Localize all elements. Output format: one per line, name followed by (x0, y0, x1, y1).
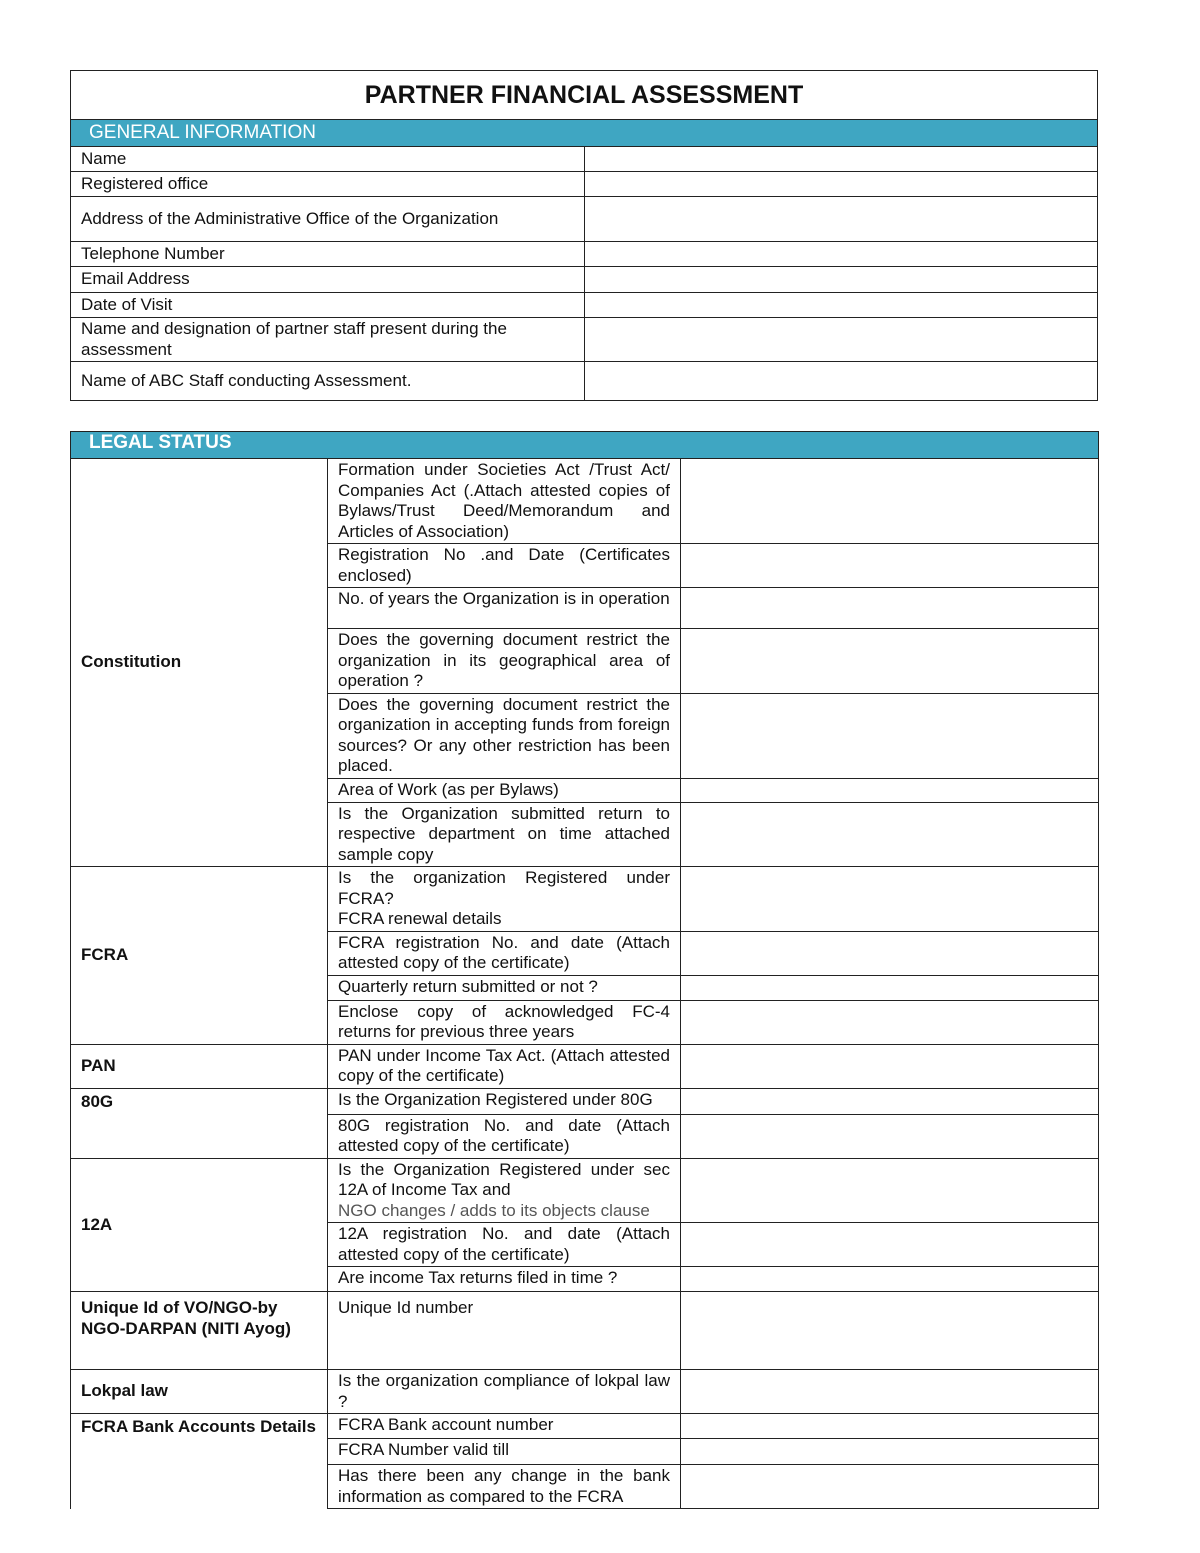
date-of-visit-field[interactable] (584, 293, 1098, 318)
question-12a-registration-no: 12A registration No. and date (Attach attested copy of the certificate) (328, 1223, 681, 1267)
question-foreign-funds-restriction: Does the governing document restrict the organization in accepting funds from foreign sources? Or any other restriction has been placed. (328, 693, 681, 778)
80g-label: 80G (71, 1088, 328, 1158)
question-geographical-restriction: Does the governing document restrict the organization in its geographical area of operation ? (328, 629, 681, 694)
question-registration-no: Registration No .and Date (Certificates enclosed) (328, 544, 681, 588)
unique-id-label (71, 1292, 328, 1370)
answer-12a-registered[interactable] (681, 1158, 1099, 1223)
legal-status-heading: LEGAL STATUS (71, 432, 1099, 459)
email-label: Email Address (71, 267, 585, 293)
question-return-submitted: Is the Organization submitted return to respective department on time attached sample copy (328, 802, 681, 867)
answer-lokpal[interactable] (681, 1370, 1099, 1414)
general-information-table (70, 70, 1098, 401)
answer-years-operation[interactable] (681, 588, 1099, 629)
answer-80g-registered[interactable] (681, 1088, 1099, 1114)
answer-fcra-bank-account[interactable] (681, 1414, 1099, 1439)
fcra-label: FCRA (71, 867, 328, 1045)
question-bank-info-change: Has there been any change in the bank information as compared to the FCRA (328, 1465, 681, 1509)
question-fcra-registered (328, 867, 681, 932)
answer-foreign-funds-restriction[interactable] (681, 693, 1099, 778)
legal-status-table (70, 431, 1099, 1509)
answer-bank-info-change[interactable] (681, 1465, 1099, 1509)
answer-geographical-restriction[interactable] (681, 629, 1099, 694)
question-unique-id: Unique Id number (328, 1292, 681, 1370)
registered-office-label: Registered office (71, 172, 585, 197)
answer-fcra-registered[interactable] (681, 867, 1099, 932)
answer-unique-id[interactable] (681, 1292, 1099, 1370)
answer-fc4-returns[interactable] (681, 1000, 1099, 1044)
answer-quarterly-return[interactable] (681, 975, 1099, 1000)
answer-fcra-registration-no[interactable] (681, 931, 1099, 975)
lokpal-label: Lokpal law (71, 1370, 328, 1414)
constitution-label: Constitution (71, 459, 328, 867)
question-pan: PAN under Income Tax Act. (Attach attested copy of the certificate) (328, 1044, 681, 1088)
answer-12a-registration-no[interactable] (681, 1223, 1099, 1267)
telephone-label: Telephone Number (71, 242, 585, 267)
registered-office-field[interactable] (584, 172, 1098, 197)
partner-staff-field[interactable] (584, 318, 1098, 362)
answer-formation[interactable] (681, 459, 1099, 544)
question-fcra-registered-text: Is the organization Registered under FCRA? (338, 868, 670, 908)
question-80g-registered: Is the Organization Registered under 80G (328, 1088, 681, 1114)
name-field[interactable] (584, 147, 1098, 172)
question-quarterly-return: Quarterly return submitted or not ? (328, 975, 681, 1000)
date-of-visit-label: Date of Visit (71, 293, 585, 318)
name-label: Name (71, 147, 585, 172)
question-fc4-returns: Enclose copy of acknowledged FC-4 returns for previous three years (328, 1000, 681, 1044)
question-12a-objects-clause-text: NGO changes / adds to its objects clause (338, 1200, 650, 1220)
answer-pan[interactable] (681, 1044, 1099, 1088)
answer-registration-no[interactable] (681, 544, 1099, 588)
answer-80g-registration-no[interactable] (681, 1114, 1099, 1158)
question-fcra-renewal-text: FCRA renewal details (338, 909, 502, 928)
question-12a-registered (328, 1158, 681, 1223)
general-information-heading: GENERAL INFORMATION (71, 120, 1098, 147)
question-12a-registered-text: Is the Organization Registered under sec 12A of Income Tax and (338, 1159, 670, 1199)
answer-fcra-valid-till[interactable] (681, 1439, 1099, 1465)
email-field[interactable] (584, 267, 1098, 293)
question-80g-registration-no: 80G registration No. and date (Attach attested copy of the certificate) (328, 1114, 681, 1158)
question-lokpal: Is the organization compliance of lokpal law ? (328, 1370, 681, 1414)
abc-staff-field[interactable] (584, 362, 1098, 401)
unique-id-label-line2: NGO-DARPAN (NITI Ayog) (81, 1318, 291, 1338)
fcra-bank-label: FCRA Bank Accounts Details (71, 1414, 328, 1509)
answer-area-of-work[interactable] (681, 778, 1099, 802)
answer-income-tax-returns[interactable] (681, 1267, 1099, 1292)
unique-id-label-line1: Unique Id of VO/NGO-by (81, 1298, 278, 1317)
pan-label: PAN (71, 1044, 328, 1088)
question-income-tax-returns: Are income Tax returns filed in time ? (328, 1267, 681, 1292)
question-fcra-bank-account: FCRA Bank account number (328, 1414, 681, 1439)
answer-return-submitted[interactable] (681, 802, 1099, 867)
question-area-of-work: Area of Work (as per Bylaws) (328, 778, 681, 802)
admin-office-address-field[interactable] (584, 197, 1098, 242)
assessment-form (70, 70, 1098, 1509)
question-fcra-valid-till: FCRA Number valid till (328, 1439, 681, 1465)
abc-staff-label: Name of ABC Staff conducting Assessment. (71, 362, 585, 401)
question-formation: Formation under Societies Act /Trust Act/ Companies Act (.Attach attested copies of Bylaws/Trust Deed/Memorandum and Articles of Association) (328, 459, 681, 544)
page-title: PARTNER FINANCIAL ASSESSMENT (71, 71, 1098, 120)
12a-label: 12A (71, 1158, 328, 1292)
question-fcra-registration-no: FCRA registration No. and date (Attach attested copy of the certificate) (328, 931, 681, 975)
question-years-operation: No. of years the Organization is in operation (328, 588, 681, 629)
admin-office-address-label: Address of the Administrative Office of the Organization (71, 197, 585, 242)
telephone-field[interactable] (584, 242, 1098, 267)
partner-staff-label: Name and designation of partner staff present during the assessment (71, 318, 585, 362)
